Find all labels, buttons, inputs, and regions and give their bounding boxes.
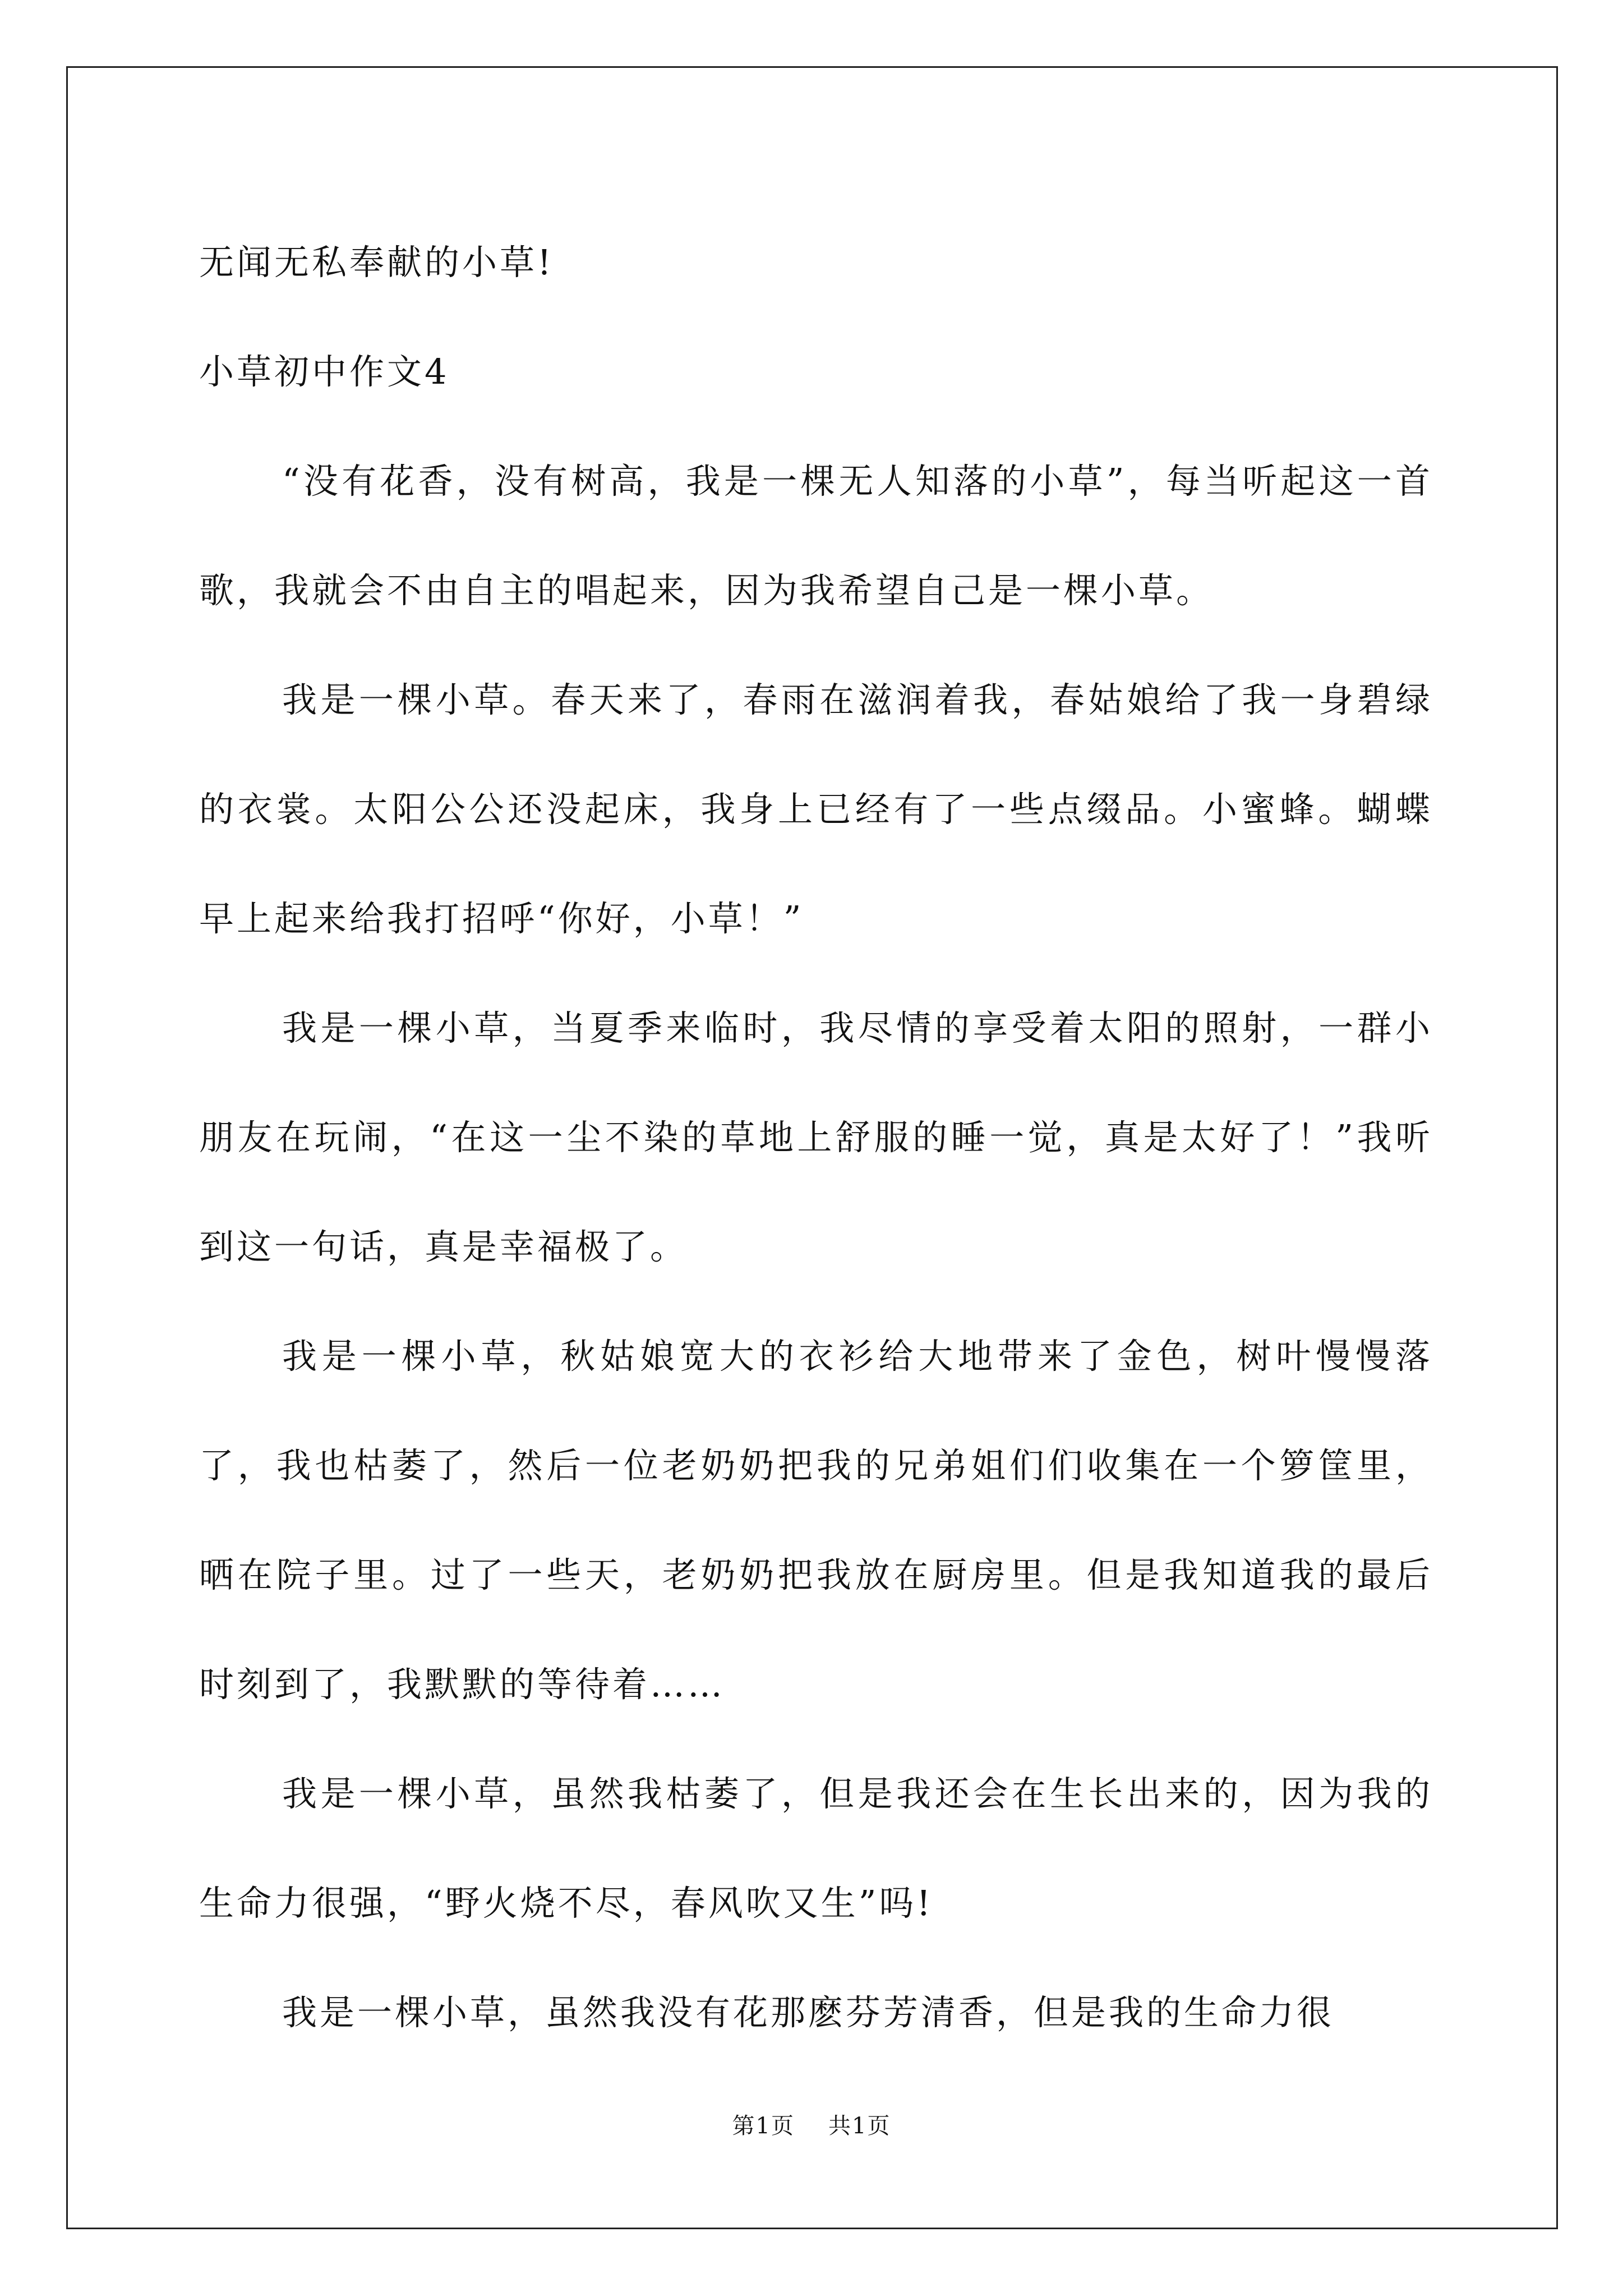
paragraph: 我是一棵小草。春天来了，春雨在滋润着我，春姑娘给了我一身碧绿的衣裳。太阳公公还没起床，我身上已经有了一些点缀品。小蜜蜂。蝴蝶早上起来给我打招呼“你好，小草！” [199, 679, 1433, 939]
page-footer [0, 2109, 1623, 2143]
paragraph: 我是一棵小草，虽然我没有花那麽芬芳清香，但是我的生命力很 [282, 1992, 1335, 2033]
page-total: 共1页 [828, 2113, 891, 2139]
closing-line: 无闻无私奉献的小草! [199, 242, 554, 283]
paragraph: 我是一棵小草，当夏季来临时，我尽情的享受着太阳的照射，一群小朋友在玩闹，“在这一尘不染的草地上舒服的睡一觉，真是太好了！”我听到这一句话，真是幸福极了。 [199, 1007, 1433, 1267]
page-number: 第1页 [732, 2113, 795, 2139]
paragraph: “没有花香，没有树高，我是一棵无人知落的小草”，每当听起这一首歌，我就会不由自主的唱起来，因为我希望自己是一棵小草。 [199, 461, 1433, 611]
document-body [199, 208, 1433, 2067]
essay-title: 小草初中作文4 [199, 351, 450, 392]
paragraph: 我是一棵小草，虽然我枯萎了，但是我还会在生长出来的，因为我的生命力很强，“野火烧不尽，春风吹又生”吗! [199, 1773, 1433, 1924]
paragraph: 我是一棵小草，秋姑娘宽大的衣衫给大地带来了金色，树叶慢慢落了，我也枯萎了，然后一位老奶奶把我的兄弟姐们们收集在一个箩筐里，晒在院子里。过了一些天，老奶奶把我放在厨房里。但是我知道我的最后时刻到了，我默默的等待着…… [199, 1336, 1433, 1705]
